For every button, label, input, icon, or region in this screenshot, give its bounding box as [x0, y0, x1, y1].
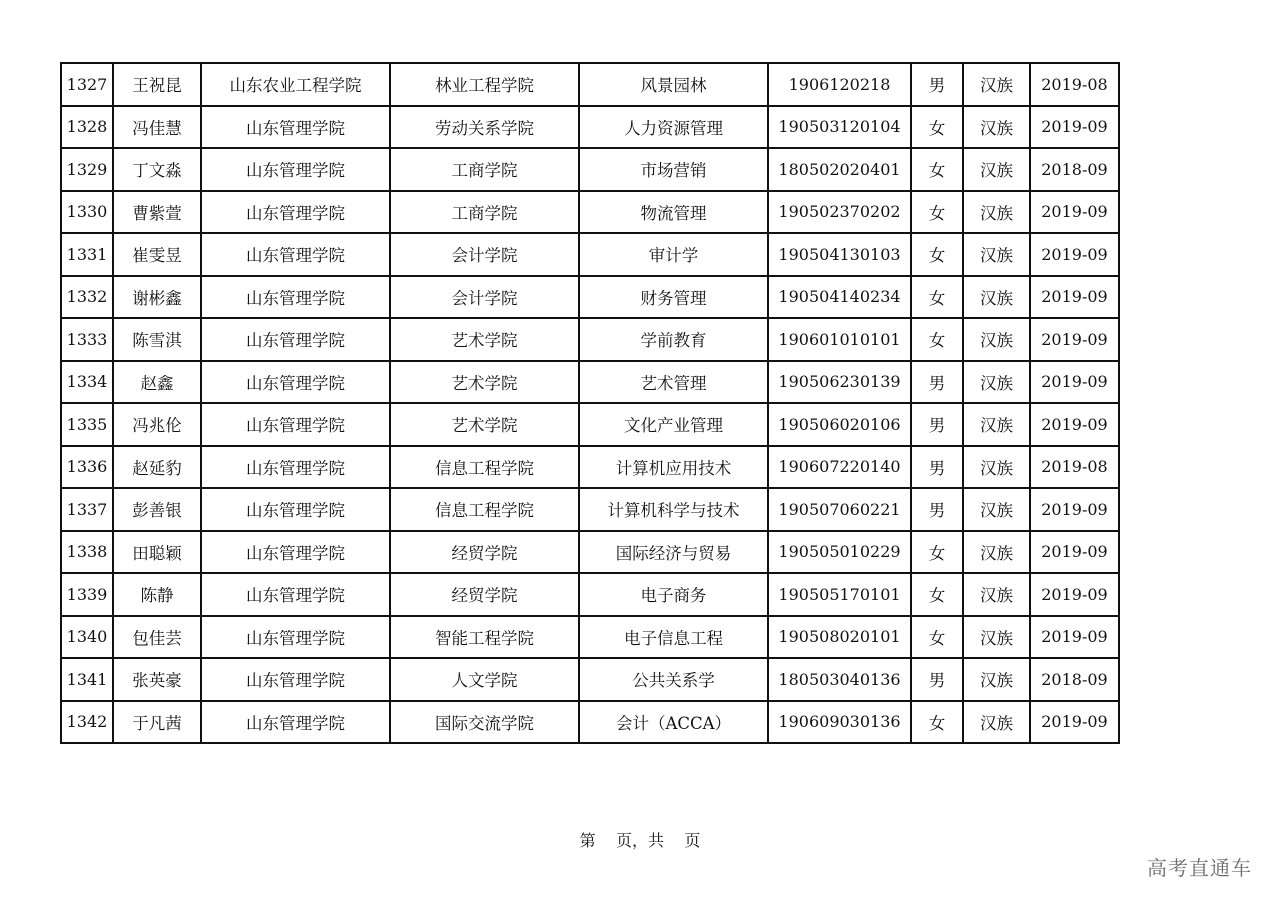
name-cell: 丁文淼 — [113, 148, 201, 191]
table-row — [61, 106, 1119, 149]
enrollment-date-cell: 2019-09 — [1030, 531, 1119, 574]
name-cell: 彭善银 — [113, 488, 201, 531]
gender-cell: 女 — [911, 233, 963, 276]
university-cell: 山东农业工程学院 — [201, 63, 390, 106]
student-id-cell: 190507060221 — [768, 488, 911, 531]
university-cell: 山东管理学院 — [201, 191, 390, 234]
college-cell: 工商学院 — [390, 148, 579, 191]
ethnicity-cell: 汉族 — [963, 148, 1030, 191]
university-cell: 山东管理学院 — [201, 148, 390, 191]
gender-cell: 男 — [911, 361, 963, 404]
table-row — [61, 361, 1119, 404]
college-cell: 工商学院 — [390, 191, 579, 234]
name-cell: 田聪颖 — [113, 531, 201, 574]
enrollment-date-cell: 2019-09 — [1030, 573, 1119, 616]
name-cell: 赵延豹 — [113, 446, 201, 489]
university-cell: 山东管理学院 — [201, 276, 390, 319]
name-cell: 冯兆伦 — [113, 403, 201, 446]
university-cell: 山东管理学院 — [201, 531, 390, 574]
serial-cell: 1331 — [61, 233, 113, 276]
major-cell: 学前教育 — [579, 318, 768, 361]
student-id-cell: 190607220140 — [768, 446, 911, 489]
major-cell: 电子信息工程 — [579, 616, 768, 659]
serial-cell: 1335 — [61, 403, 113, 446]
gender-cell: 男 — [911, 446, 963, 489]
university-cell: 山东管理学院 — [201, 658, 390, 701]
page-footer: 第 页，共 页 — [579, 831, 701, 850]
college-cell: 林业工程学院 — [390, 63, 579, 106]
ethnicity-cell: 汉族 — [963, 573, 1030, 616]
serial-cell: 1336 — [61, 446, 113, 489]
college-cell: 会计学院 — [390, 233, 579, 276]
table-row — [61, 531, 1119, 574]
major-cell: 物流管理 — [579, 191, 768, 234]
table-row — [61, 403, 1119, 446]
student-id-cell: 190505170101 — [768, 573, 911, 616]
name-cell: 赵鑫 — [113, 361, 201, 404]
university-cell: 山东管理学院 — [201, 488, 390, 531]
university-cell: 山东管理学院 — [201, 616, 390, 659]
gender-cell: 男 — [911, 63, 963, 106]
ethnicity-cell: 汉族 — [963, 446, 1030, 489]
enrollment-date-cell: 2019-08 — [1030, 446, 1119, 489]
major-cell: 电子商务 — [579, 573, 768, 616]
student-id-cell: 180502020401 — [768, 148, 911, 191]
ethnicity-cell: 汉族 — [963, 701, 1030, 744]
name-cell: 张英豪 — [113, 658, 201, 701]
university-cell: 山东管理学院 — [201, 361, 390, 404]
college-cell: 艺术学院 — [390, 403, 579, 446]
name-cell: 冯佳慧 — [113, 106, 201, 149]
student-id-cell: 190502370202 — [768, 191, 911, 234]
student-id-cell: 190506230139 — [768, 361, 911, 404]
gender-cell: 女 — [911, 531, 963, 574]
table-row — [61, 488, 1119, 531]
gender-cell: 女 — [911, 318, 963, 361]
table-row — [61, 63, 1119, 106]
table-row — [61, 701, 1119, 744]
enrollment-date-cell: 2019-09 — [1030, 616, 1119, 659]
table-row — [61, 658, 1119, 701]
major-cell: 风景园林 — [579, 63, 768, 106]
serial-cell: 1338 — [61, 531, 113, 574]
college-cell: 智能工程学院 — [390, 616, 579, 659]
table-row — [61, 318, 1119, 361]
college-cell: 会计学院 — [390, 276, 579, 319]
enrollment-date-cell: 2019-09 — [1030, 488, 1119, 531]
table-row — [61, 573, 1119, 616]
serial-cell: 1342 — [61, 701, 113, 744]
ethnicity-cell: 汉族 — [963, 403, 1030, 446]
major-cell: 会计（ACCA） — [579, 701, 768, 744]
college-cell: 艺术学院 — [390, 361, 579, 404]
name-cell: 谢彬鑫 — [113, 276, 201, 319]
enrollment-date-cell: 2019-09 — [1030, 233, 1119, 276]
major-cell: 公共关系学 — [579, 658, 768, 701]
table-row — [61, 446, 1119, 489]
gender-cell: 男 — [911, 403, 963, 446]
student-id-cell: 190503120104 — [768, 106, 911, 149]
table-row — [61, 233, 1119, 276]
enrollment-date-cell: 2018-09 — [1030, 658, 1119, 701]
serial-cell: 1330 — [61, 191, 113, 234]
student-id-cell: 190601010101 — [768, 318, 911, 361]
gender-cell: 男 — [911, 488, 963, 531]
college-cell: 经贸学院 — [390, 531, 579, 574]
major-cell: 国际经济与贸易 — [579, 531, 768, 574]
college-cell: 人文学院 — [390, 658, 579, 701]
ethnicity-cell: 汉族 — [963, 276, 1030, 319]
gender-cell: 女 — [911, 701, 963, 744]
table-row — [61, 616, 1119, 659]
college-cell: 信息工程学院 — [390, 446, 579, 489]
enrollment-date-cell: 2019-08 — [1030, 63, 1119, 106]
enrollment-date-cell: 2019-09 — [1030, 191, 1119, 234]
gender-cell: 男 — [911, 658, 963, 701]
ethnicity-cell: 汉族 — [963, 658, 1030, 701]
enrollment-date-cell: 2019-09 — [1030, 276, 1119, 319]
watermark-text: 高考直通车 — [1147, 856, 1252, 880]
major-cell: 艺术管理 — [579, 361, 768, 404]
university-cell: 山东管理学院 — [201, 701, 390, 744]
name-cell: 包佳芸 — [113, 616, 201, 659]
ethnicity-cell: 汉族 — [963, 191, 1030, 234]
serial-cell: 1337 — [61, 488, 113, 531]
serial-cell: 1327 — [61, 63, 113, 106]
major-cell: 审计学 — [579, 233, 768, 276]
student-id-cell: 190504130103 — [768, 233, 911, 276]
enrollment-date-cell: 2019-09 — [1030, 106, 1119, 149]
major-cell: 人力资源管理 — [579, 106, 768, 149]
gender-cell: 女 — [911, 106, 963, 149]
major-cell: 计算机科学与技术 — [579, 488, 768, 531]
name-cell: 陈静 — [113, 573, 201, 616]
ethnicity-cell: 汉族 — [963, 106, 1030, 149]
major-cell: 计算机应用技术 — [579, 446, 768, 489]
enrollment-date-cell: 2019-09 — [1030, 318, 1119, 361]
ethnicity-cell: 汉族 — [963, 488, 1030, 531]
ethnicity-cell: 汉族 — [963, 616, 1030, 659]
serial-cell: 1328 — [61, 106, 113, 149]
university-cell: 山东管理学院 — [201, 446, 390, 489]
major-cell: 文化产业管理 — [579, 403, 768, 446]
enrollment-date-cell: 2019-09 — [1030, 361, 1119, 404]
name-cell: 曹紫萱 — [113, 191, 201, 234]
gender-cell: 女 — [911, 148, 963, 191]
table-row — [61, 191, 1119, 234]
major-cell: 市场营销 — [579, 148, 768, 191]
enrollment-date-cell: 2018-09 — [1030, 148, 1119, 191]
student-id-cell: 180503040136 — [768, 658, 911, 701]
table-row — [61, 276, 1119, 319]
serial-cell: 1339 — [61, 573, 113, 616]
ethnicity-cell: 汉族 — [963, 233, 1030, 276]
enrollment-date-cell: 2019-09 — [1030, 701, 1119, 744]
university-cell: 山东管理学院 — [201, 573, 390, 616]
name-cell: 陈雪淇 — [113, 318, 201, 361]
name-cell: 崔雯昱 — [113, 233, 201, 276]
college-cell: 劳动关系学院 — [390, 106, 579, 149]
major-cell: 财务管理 — [579, 276, 768, 319]
gender-cell: 女 — [911, 616, 963, 659]
ethnicity-cell: 汉族 — [963, 531, 1030, 574]
student-id-cell: 190504140234 — [768, 276, 911, 319]
serial-cell: 1341 — [61, 658, 113, 701]
serial-cell: 1340 — [61, 616, 113, 659]
university-cell: 山东管理学院 — [201, 318, 390, 361]
gender-cell: 女 — [911, 276, 963, 319]
ethnicity-cell: 汉族 — [963, 318, 1030, 361]
enrollment-date-cell: 2019-09 — [1030, 403, 1119, 446]
gender-cell: 女 — [911, 191, 963, 234]
student-id-cell: 190508020101 — [768, 616, 911, 659]
student-id-cell: 190609030136 — [768, 701, 911, 744]
ethnicity-cell: 汉族 — [963, 361, 1030, 404]
college-cell: 国际交流学院 — [390, 701, 579, 744]
serial-cell: 1329 — [61, 148, 113, 191]
college-cell: 信息工程学院 — [390, 488, 579, 531]
roster-body — [61, 63, 1119, 743]
name-cell: 于凡茜 — [113, 701, 201, 744]
university-cell: 山东管理学院 — [201, 106, 390, 149]
student-id-cell: 1906120218 — [768, 63, 911, 106]
college-cell: 艺术学院 — [390, 318, 579, 361]
serial-cell: 1334 — [61, 361, 113, 404]
ethnicity-cell: 汉族 — [963, 63, 1030, 106]
university-cell: 山东管理学院 — [201, 403, 390, 446]
university-cell: 山东管理学院 — [201, 233, 390, 276]
table-row — [61, 148, 1119, 191]
serial-cell: 1332 — [61, 276, 113, 319]
student-roster-table — [60, 62, 1120, 744]
college-cell: 经贸学院 — [390, 573, 579, 616]
gender-cell: 女 — [911, 573, 963, 616]
student-id-cell: 190505010229 — [768, 531, 911, 574]
student-id-cell: 190506020106 — [768, 403, 911, 446]
name-cell: 王祝昆 — [113, 63, 201, 106]
serial-cell: 1333 — [61, 318, 113, 361]
